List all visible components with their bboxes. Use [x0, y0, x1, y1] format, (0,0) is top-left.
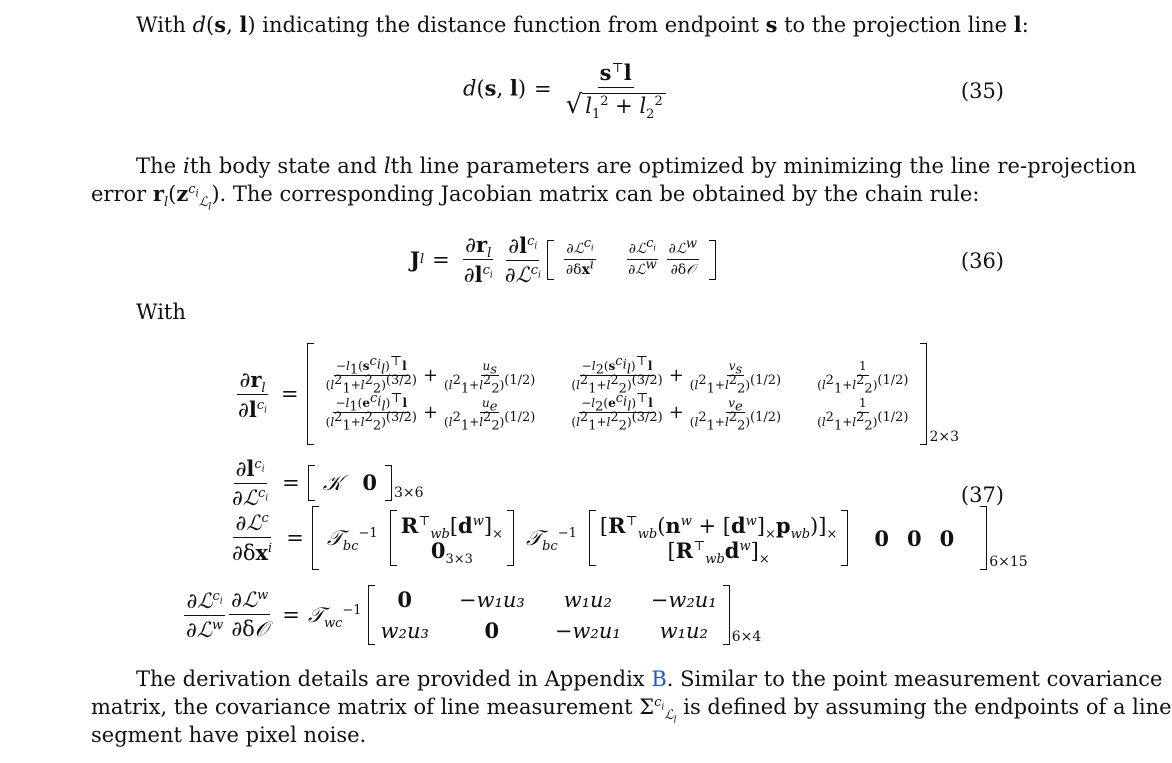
paragraph-derivation-line3: segment have pixel noise.	[91, 723, 367, 747]
paragraph-derivation-line2: matrix, the covariance matrix of line measurement $\Sigma^{c_i}_{ℒ_l}$ is defined by assuming the endpoints of a line	[91, 695, 1172, 726]
equation-35: d(s, l) = $\frac{s^⊤l}{√ l_1^2 + l_2^2}$	[463, 60, 672, 120]
dim-3x6: 3×6	[393, 485, 424, 501]
dim-6x15: 6×15	[989, 554, 1028, 570]
paragraph-distance-intro: With d(s, l) indicating the distance function from endpoint s to the projection line l:	[136, 12, 1029, 37]
text-with: With	[136, 13, 193, 37]
equation-36: J l = $\frac{\partial r_l}{\partial l^{c_i}}$ $\frac{\partial l^{c_i}}{\partial ℒ^{c_i}}$ $\frac{\partial ℒ^{c_i}}{\partial\delta x^i}$ $\frac{\partial ℒ^{c_i}}{\partial ℒ^w}$ $\frac{\partial ℒ^w}{\text{∂δ𝒪}}$	[410, 232, 716, 287]
equation-number-36: (36)	[960, 249, 1004, 273]
equation-37-row1: $\frac{\partial r_l}{\partial l^{c_i}}$ = $\frac{-l_1(s^{c_i}_l)^⊤l}{(l^2_1+l^2_2)^{(3/2)}}$ + $\frac{u_s}{(l^2_1+l^2_2)^{(1/2)}}$ $\frac{-l_2(s^{c_i}_l)^⊤l}{(l^2_1+l^2_2)^{(3/2)}}$ + $\frac{v_s}{(l^2_1+l^2_2)^{(1/2)}}$ $\frac{1}{(l^2_1+l^2_2)^{(1/2)}}$ $\frac{-l_1(e^{c_i}_l)^⊤l}{(l^2_1+l^2_2)^{(3/2)}}$ + $\frac{u_e}{(l^2_1+l^2_2)^{(1/2)}}$ $\frac{-l_2(e^{c_i}_l)^⊤l}{(l^2_1+l^2_2)^{(3/2)}}$ + $\frac{v_e}{(l^2_1+l^2_2)^{(1/2)}}$ $\frac{1}{(l^2_1+l^2_2)^{(1/2)}}$ 2×3	[232, 343, 959, 445]
distance-func: d	[192, 13, 207, 37]
text-middle: indicating the distance function from endpoint	[255, 13, 766, 37]
text-colon: :	[1021, 13, 1029, 37]
symbol-s: s	[765, 12, 778, 37]
paragraph-optimization-line2: error $r_l(z^{c_i}_{ℒ_l})$. The corresponding Jacobian matrix can be obtained by the chain rule:	[91, 181, 980, 213]
equation-37-row4: $\frac{\partial ℒ^{c_i}}{\partial ℒ^w}$ $\frac{\partial ℒ^w}{\text{∂δ𝒪}}$ = 𝒯$_{wc}^{-1}$ 0 −w₁u₃ w₁u₂ −w₂u₁ w₂u₃ 0 −w₂u₁ w₁u₂ 6×4	[186, 587, 762, 645]
appendix-b-link[interactable]: B	[651, 667, 667, 691]
with-label: With	[136, 300, 186, 324]
symbol-l: l	[1013, 12, 1022, 37]
equation-37-row3: $\frac{\partial ℒ^c}{\partial\delta x^i}$ = 𝒯$_{bc}^{-1}$ $R^⊤_{wb}[d^w]_\times$ $0_{3\times 3}$ 𝒯$_{bc}^{-1}$ $[R^⊤_{wb}(n^w + [d^w]_\times p_{wb})]_\times$ $[R^⊤_{wb}d^w]_\times$ 000 6×15	[226, 506, 1028, 570]
paragraph-derivation-line1: The derivation details are provided in Appendix B. Similar to the point measurement covariance	[136, 667, 1163, 691]
paragraph-optimization: The ith body state and lth line parameters are optimized by minimizing the line re-projection	[136, 154, 1137, 178]
equation-number-35: (35)	[960, 79, 1004, 103]
dim-2x3: 2×3	[929, 429, 959, 445]
equation-37-row2: $\frac{\partial l^{c_i}}{\partial ℒ^{c_i}}$ = 𝒦 0 3×6	[232, 456, 424, 510]
equation-number-37: (37)	[960, 483, 1004, 507]
text-to: to the projection line	[777, 13, 1014, 37]
dim-6x4: 6×4	[731, 629, 762, 645]
